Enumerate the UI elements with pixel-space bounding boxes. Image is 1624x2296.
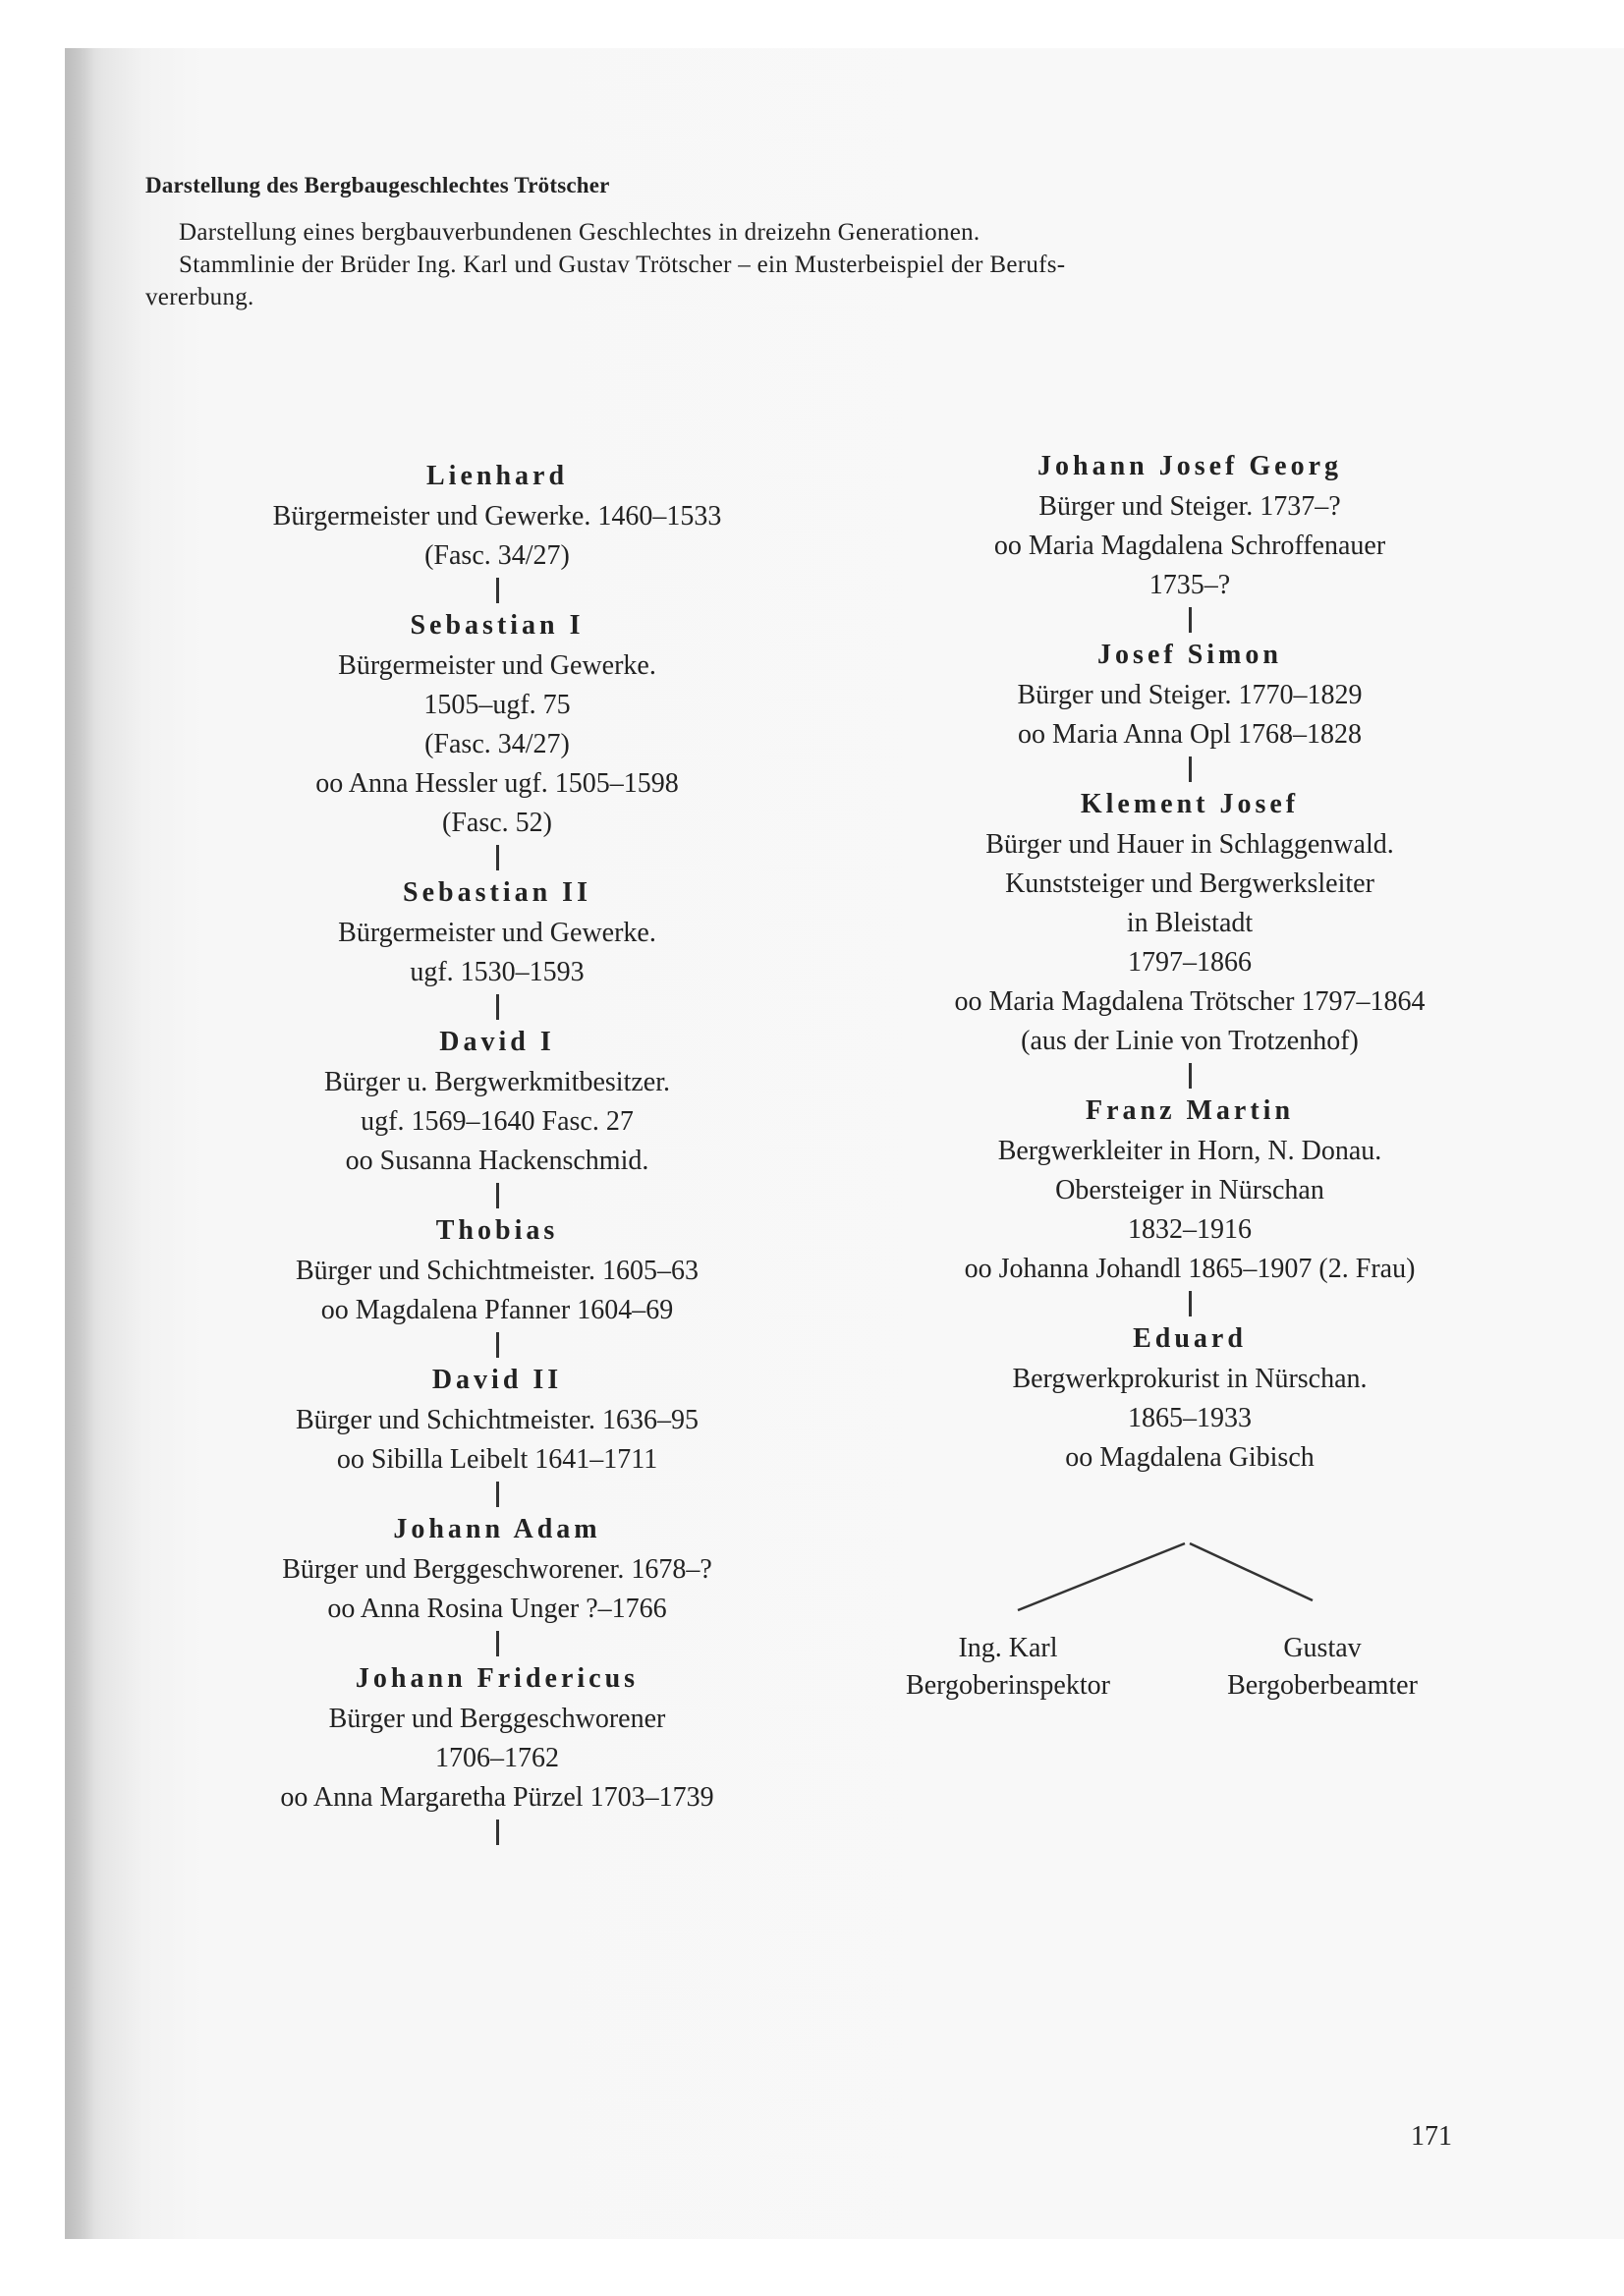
person-johann-fridericus <box>212 1658 782 1818</box>
children-branch <box>870 1532 1509 1728</box>
person-sebastian-1 <box>212 605 782 843</box>
intro-line-2: Stammlinie der Brüder Ing. Karl und Gustav Trötscher – ein Musterbeispiel der Berufs- <box>179 252 1066 278</box>
person-detail: oo Johanna Johandl 1865–1907 (2. Frau) <box>964 1254 1416 1284</box>
person-david-1 <box>212 1022 782 1181</box>
person-detail: oo Magdalena Pfanner 1604–69 <box>320 1295 674 1325</box>
lineage-connector <box>496 1631 499 1656</box>
intro-line-3: vererbung. <box>145 284 254 310</box>
person-detail: Bergwerkprokurist in Nürschan. <box>1012 1364 1368 1394</box>
person-david-2 <box>212 1360 782 1480</box>
person-name: Sebastian I <box>410 610 585 641</box>
lineage-connector <box>496 1332 499 1358</box>
lineage-connector <box>496 845 499 870</box>
person-detail: Bürgermeister und Gewerke. <box>338 918 656 948</box>
lineage-connector <box>1189 1063 1192 1089</box>
lineage-connector <box>496 1482 499 1507</box>
person-detail: ugf. 1530–1593 <box>410 957 585 987</box>
person-josef-simon <box>870 635 1509 755</box>
person-detail: 1797–1866 <box>1128 947 1252 978</box>
person-detail: Bürger und Hauer in Schlaggenwald. <box>985 829 1394 860</box>
person-detail: Bürger und Steiger. 1770–1829 <box>1017 680 1363 710</box>
child-name: Gustav <box>1283 1633 1362 1663</box>
person-detail: oo Magdalena Gibisch <box>1065 1442 1315 1473</box>
person-eduard <box>870 1318 1509 1478</box>
person-detail: 1865–1933 <box>1128 1403 1252 1433</box>
lineage-connector <box>496 578 499 603</box>
lineage-connector <box>1189 756 1192 782</box>
person-detail: Bürgermeister und Gewerke. 1460–1533 <box>272 501 722 532</box>
person-name: David II <box>431 1365 563 1395</box>
person-detail: 1706–1762 <box>435 1743 559 1773</box>
page-number: 171 <box>1411 2121 1452 2152</box>
branch-line-left <box>1018 1543 1185 1610</box>
lineage-connector <box>496 1820 499 1845</box>
child-name: Ing. Karl <box>958 1633 1058 1663</box>
person-detail: Bürger und Schichtmeister. 1605–63 <box>295 1256 700 1286</box>
child-gustav <box>1165 1630 1480 1705</box>
person-name: Josef Simon <box>1097 640 1282 670</box>
person-detail: Bürger und Steiger. 1737–? <box>1038 491 1341 522</box>
person-name: Johann Fridericus <box>355 1663 640 1694</box>
intro-paragraph <box>145 216 1472 313</box>
child-title: Bergoberbeamter <box>1227 1670 1418 1701</box>
person-name: David I <box>439 1027 555 1057</box>
genealogy-right-column <box>870 446 1509 1478</box>
person-detail: Bürger und Berggeschworener <box>328 1704 666 1734</box>
lineage-connector <box>1189 1291 1192 1316</box>
person-franz-martin <box>870 1091 1509 1289</box>
person-detail: oo Maria Magdalena Schroffenauer <box>993 531 1386 561</box>
person-detail: 1735–? <box>1148 570 1231 600</box>
branch-line-right <box>1190 1543 1313 1600</box>
person-sebastian-2 <box>212 872 782 992</box>
child-ing-karl <box>870 1630 1146 1705</box>
person-detail: oo Maria Magdalena Trötscher 1797–1864 <box>954 986 1426 1017</box>
person-name: Thobias <box>435 1215 559 1246</box>
person-detail: oo Anna Rosina Unger ?–1766 <box>327 1594 667 1624</box>
genealogy-left-column <box>212 456 782 1847</box>
scanned-page <box>65 48 1624 2239</box>
person-lienhard <box>212 456 782 576</box>
person-detail: oo Maria Anna Opl 1768–1828 <box>1018 719 1362 750</box>
person-detail: Bürgermeister und Gewerke. <box>338 650 656 681</box>
person-detail: (Fasc. 52) <box>442 808 552 838</box>
person-detail: oo Anna Hessler ugf. 1505–1598 <box>315 768 679 799</box>
person-thobias <box>212 1210 782 1330</box>
person-detail: Bürger u. Bergwerkmitbesitzer. <box>324 1067 670 1097</box>
person-detail: (Fasc. 34/27) <box>424 540 570 571</box>
branch-lines <box>870 1532 1509 1640</box>
page-heading: Darstellung des Bergbaugeschlechtes Trötscher <box>145 173 610 197</box>
person-name: Eduard <box>1133 1323 1247 1354</box>
person-detail: Bürger und Schichtmeister. 1636–95 <box>295 1405 700 1435</box>
intro-line-1: Darstellung eines bergbauverbundenen Geschlechtes in dreizehn Generationen. <box>179 219 980 246</box>
person-detail: ugf. 1569–1640 Fasc. 27 <box>361 1106 634 1137</box>
child-title: Bergoberinspektor <box>906 1670 1110 1701</box>
person-detail: oo Sibilla Leibelt 1641–1711 <box>336 1444 658 1475</box>
lineage-connector <box>1189 607 1192 633</box>
person-name: Johann Adam <box>393 1514 601 1544</box>
person-name: Johann Josef Georg <box>1037 451 1342 481</box>
lineage-connector <box>496 994 499 1020</box>
person-detail: Bergwerkleiter in Horn, N. Donau. <box>997 1136 1382 1166</box>
person-johann-adam <box>212 1509 782 1629</box>
person-detail: (aus der Linie von Trotzenhof) <box>1021 1026 1359 1056</box>
lineage-connector <box>496 1183 499 1208</box>
person-detail: (Fasc. 34/27) <box>424 729 570 759</box>
scan-shadow <box>65 48 94 2239</box>
person-klement-josef <box>870 784 1509 1061</box>
person-name: Sebastian II <box>403 877 591 908</box>
person-name: Klement Josef <box>1080 789 1300 819</box>
person-detail: oo Anna Margaretha Pürzel 1703–1739 <box>280 1782 714 1813</box>
person-detail: 1832–1916 <box>1128 1214 1252 1245</box>
person-johann-josef-georg <box>870 446 1509 605</box>
person-detail: 1505–ugf. 75 <box>423 690 571 720</box>
person-detail: in Bleistadt <box>1126 908 1254 938</box>
person-detail: Kunststeiger und Bergwerksleiter <box>1005 868 1374 899</box>
person-detail: Obersteiger in Nürschan <box>1055 1175 1324 1205</box>
person-detail: Bürger und Berggeschworener. 1678–? <box>282 1554 712 1585</box>
person-name: Lienhard <box>425 461 569 491</box>
person-detail: oo Susanna Hackenschmid. <box>345 1146 649 1176</box>
person-name: Franz Martin <box>1085 1095 1295 1126</box>
